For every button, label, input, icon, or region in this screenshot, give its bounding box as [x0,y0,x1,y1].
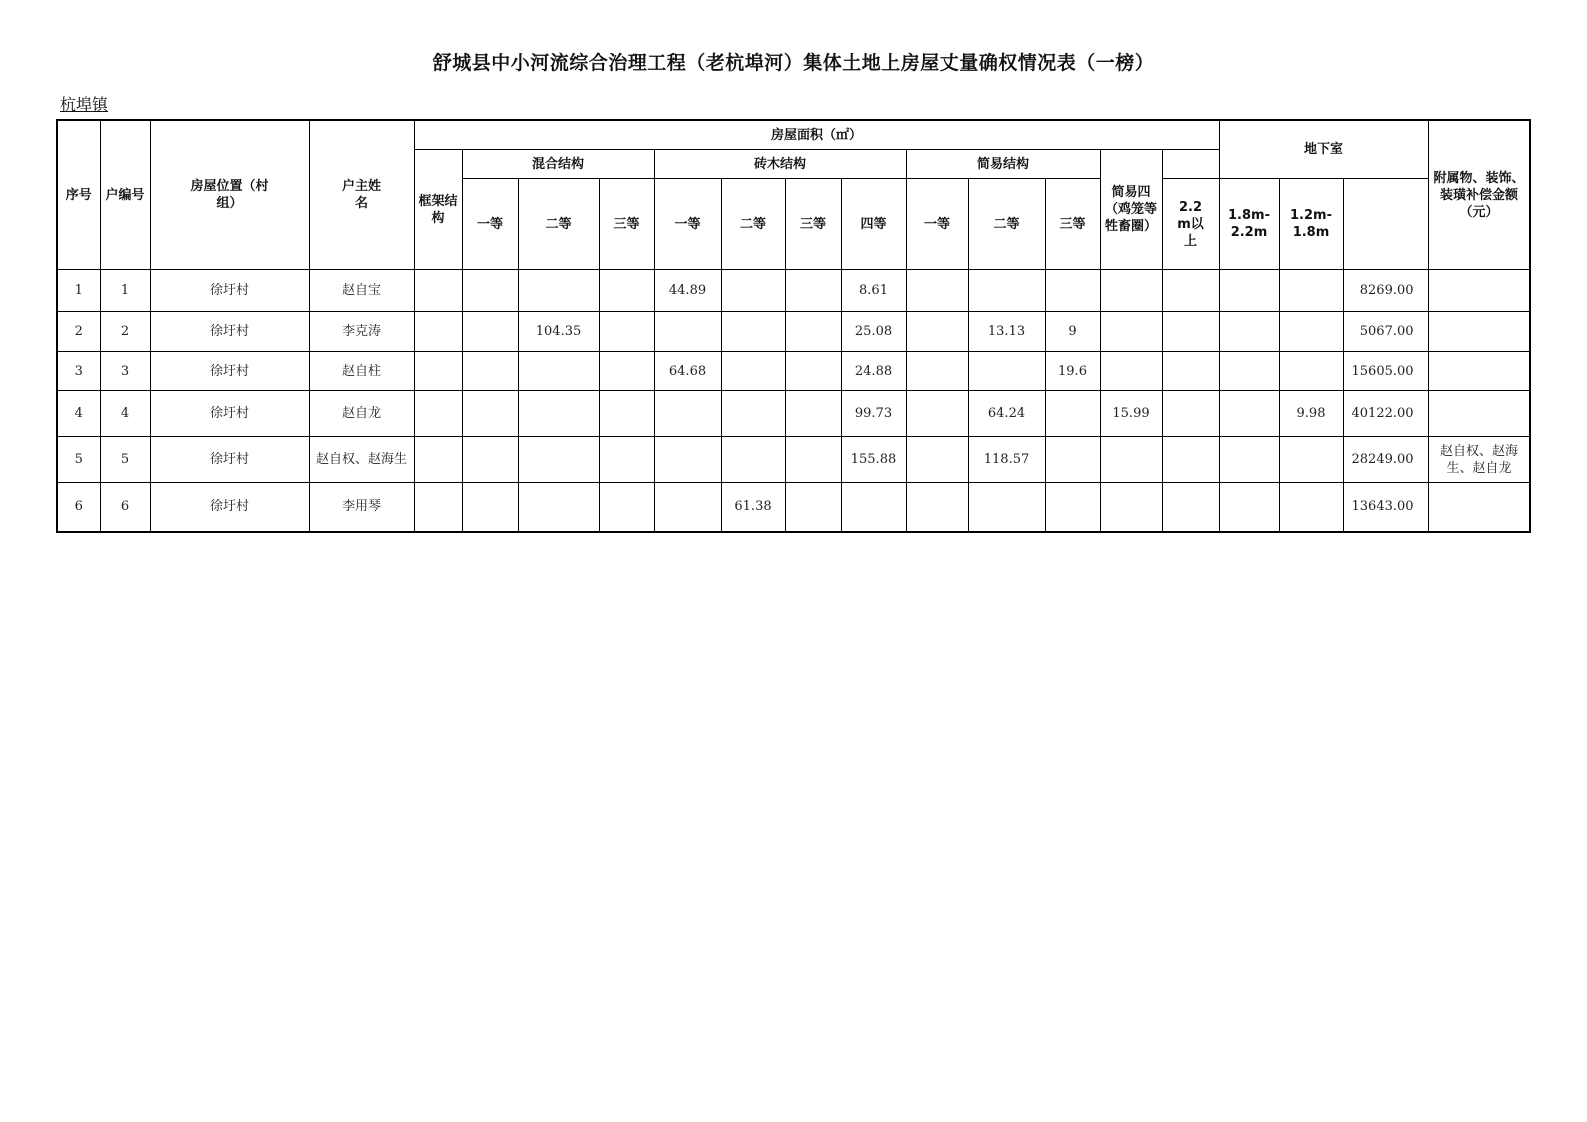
cell-seq: 1 [57,270,100,312]
cell-location: 徐圩村 [150,352,309,391]
table-row [57,312,1530,352]
cell-remark [1428,483,1530,532]
header-location: 房屋位置（村组） [150,120,309,270]
cell-no: 6 [100,483,150,532]
header-compensation: 附属物、装饰、装璜补偿金额（元） [1428,120,1530,270]
header-basement-c: 1.2m-1.8m [1279,179,1343,270]
header-mixed-grade3: 三等 [599,179,654,270]
cell-location: 徐圩村 [150,270,309,312]
cell-s3 [1045,437,1100,483]
header-basement: 地下室 [1219,120,1428,179]
cell-bw3 [785,437,841,483]
cell-bw4: 155.88 [841,437,906,483]
header-simple-grade2: 二等 [968,179,1045,270]
cell-bw3 [785,483,841,532]
cell-amount: 8269.00 [1343,270,1428,312]
cell-seq: 5 [57,437,100,483]
cell-s4 [1100,270,1162,312]
cell-remark: 赵自权、赵海生、赵自龙 [1428,437,1530,483]
cell-mix2 [518,352,599,391]
cell-seq: 2 [57,312,100,352]
header-mixed-grade1: 一等 [462,179,518,270]
cell-s3: 19.6 [1045,352,1100,391]
cell-mix3 [599,391,654,437]
cell-s4 [1100,483,1162,532]
cell-s4: 15.99 [1100,391,1162,437]
table-row [57,352,1530,391]
header-mixed-grade2: 二等 [518,179,599,270]
cell-bw3 [785,312,841,352]
cell-s4 [1100,437,1162,483]
cell-owner: 赵自宝 [309,270,414,312]
cell-s1 [906,391,968,437]
cell-s2: 64.24 [968,391,1045,437]
cell-bc [1279,437,1343,483]
cell-s1 [906,483,968,532]
cell-seq: 6 [57,483,100,532]
cell-bw4 [841,483,906,532]
page-title: 舒城县中小河流综合治理工程（老杭埠河）集体土地上房屋丈量确权情况表（一榜） [432,52,1155,74]
cell-owner: 李克涛 [309,312,414,352]
cell-remark [1428,391,1530,437]
header-area-group: 房屋面积（㎡） [414,120,1219,150]
header-brick-wood: 砖木结构 [654,150,906,179]
header-simple4: 简易四（鸡笼等牲畜圈） [1100,150,1162,270]
cell-s3: 9 [1045,312,1100,352]
cell-frame [414,483,462,532]
cell-bc [1279,312,1343,352]
cell-s3 [1045,391,1100,437]
cell-mix2 [518,483,599,532]
table-body [57,270,1530,532]
cell-bb [1219,270,1279,312]
cell-amount: 15605.00 [1343,352,1428,391]
cell-bc [1279,270,1343,312]
cell-ba [1162,352,1219,391]
cell-ba [1162,270,1219,312]
cell-bw4: 8.61 [841,270,906,312]
cell-frame [414,270,462,312]
cell-mix3 [599,312,654,352]
cell-mix1 [462,312,518,352]
header-basement-b: 1.8m-2.2m [1219,179,1279,270]
cell-bw2 [721,437,785,483]
header-frame: 框架结构 [414,150,462,270]
cell-frame [414,437,462,483]
header-bw-grade2: 二等 [721,179,785,270]
cell-bc [1279,352,1343,391]
cell-bb [1219,391,1279,437]
cell-no: 1 [100,270,150,312]
cell-owner: 赵自权、赵海生 [309,437,414,483]
cell-mix1 [462,483,518,532]
cell-remark [1428,352,1530,391]
cell-s1 [906,352,968,391]
header-bw-grade3: 三等 [785,179,841,270]
cell-bb [1219,312,1279,352]
header-owner: 户主姓名 [309,120,414,270]
cell-s2: 118.57 [968,437,1045,483]
cell-s3 [1045,483,1100,532]
cell-amount: 5067.00 [1343,312,1428,352]
cell-mix1 [462,391,518,437]
cell-s2: 13.13 [968,312,1045,352]
cell-s1 [906,312,968,352]
cell-s1 [906,270,968,312]
cell-bb [1219,483,1279,532]
cell-bw4: 25.08 [841,312,906,352]
table-row [57,270,1530,312]
cell-bw4: 99.73 [841,391,906,437]
town-label: 杭埠镇 [60,95,109,114]
cell-bw2 [721,270,785,312]
cell-bc: 9.98 [1279,391,1343,437]
cell-s2 [968,352,1045,391]
cell-mix2 [518,391,599,437]
cell-ba [1162,437,1219,483]
cell-location: 徐圩村 [150,437,309,483]
header-bw-grade4: 四等 [841,179,906,270]
cell-mix3 [599,483,654,532]
cell-seq: 3 [57,352,100,391]
cell-location: 徐圩村 [150,312,309,352]
cell-seq: 4 [57,391,100,437]
cell-bb [1219,437,1279,483]
cell-bw3 [785,352,841,391]
cell-location: 徐圩村 [150,483,309,532]
cell-mix1 [462,270,518,312]
cell-amount: 40122.00 [1343,391,1428,437]
cell-bw1: 44.89 [654,270,721,312]
cell-mix1 [462,437,518,483]
cell-s4 [1100,312,1162,352]
cell-s2 [968,483,1045,532]
cell-owner: 赵自柱 [309,352,414,391]
header-household-no: 户编号 [100,120,150,270]
cell-remark [1428,270,1530,312]
cell-bw1 [654,483,721,532]
cell-owner: 李用琴 [309,483,414,532]
house-survey-table [56,119,1531,533]
cell-amount: 13643.00 [1343,483,1428,532]
cell-s4 [1100,352,1162,391]
cell-mix2: 104.35 [518,312,599,352]
cell-frame [414,391,462,437]
cell-mix2 [518,270,599,312]
header-simple-grade1: 一等 [906,179,968,270]
cell-remark [1428,312,1530,352]
cell-bw2 [721,352,785,391]
cell-no: 5 [100,437,150,483]
header-bw-grade1: 一等 [654,179,721,270]
cell-mix2 [518,437,599,483]
cell-amount: 28249.00 [1343,437,1428,483]
cell-bw4: 24.88 [841,352,906,391]
cell-frame [414,312,462,352]
cell-bw1 [654,312,721,352]
cell-bw1 [654,437,721,483]
cell-bw1 [654,391,721,437]
header-simple: 简易结构 [906,150,1100,179]
cell-bw3 [785,391,841,437]
cell-s3 [1045,270,1100,312]
cell-mix1 [462,352,518,391]
table-row [57,391,1530,437]
cell-bw2 [721,391,785,437]
cell-bb [1219,352,1279,391]
cell-bw1: 64.68 [654,352,721,391]
cell-bc [1279,483,1343,532]
header-simple-grade3: 三等 [1045,179,1100,270]
cell-owner: 赵自龙 [309,391,414,437]
cell-frame [414,352,462,391]
cell-mix3 [599,270,654,312]
table-row [57,437,1530,483]
cell-ba [1162,483,1219,532]
header-basement-a: 2.2m以上 [1162,179,1219,270]
cell-s1 [906,437,968,483]
cell-no: 4 [100,391,150,437]
header-mixed: 混合结构 [462,150,654,179]
cell-mix3 [599,352,654,391]
header-seq: 序号 [57,120,100,270]
cell-ba [1162,312,1219,352]
cell-s2 [968,270,1045,312]
cell-bw2 [721,312,785,352]
cell-bw3 [785,270,841,312]
table-row [57,483,1530,532]
cell-no: 2 [100,312,150,352]
cell-bw2: 61.38 [721,483,785,532]
cell-no: 3 [100,352,150,391]
cell-mix3 [599,437,654,483]
cell-location: 徐圩村 [150,391,309,437]
cell-ba [1162,391,1219,437]
